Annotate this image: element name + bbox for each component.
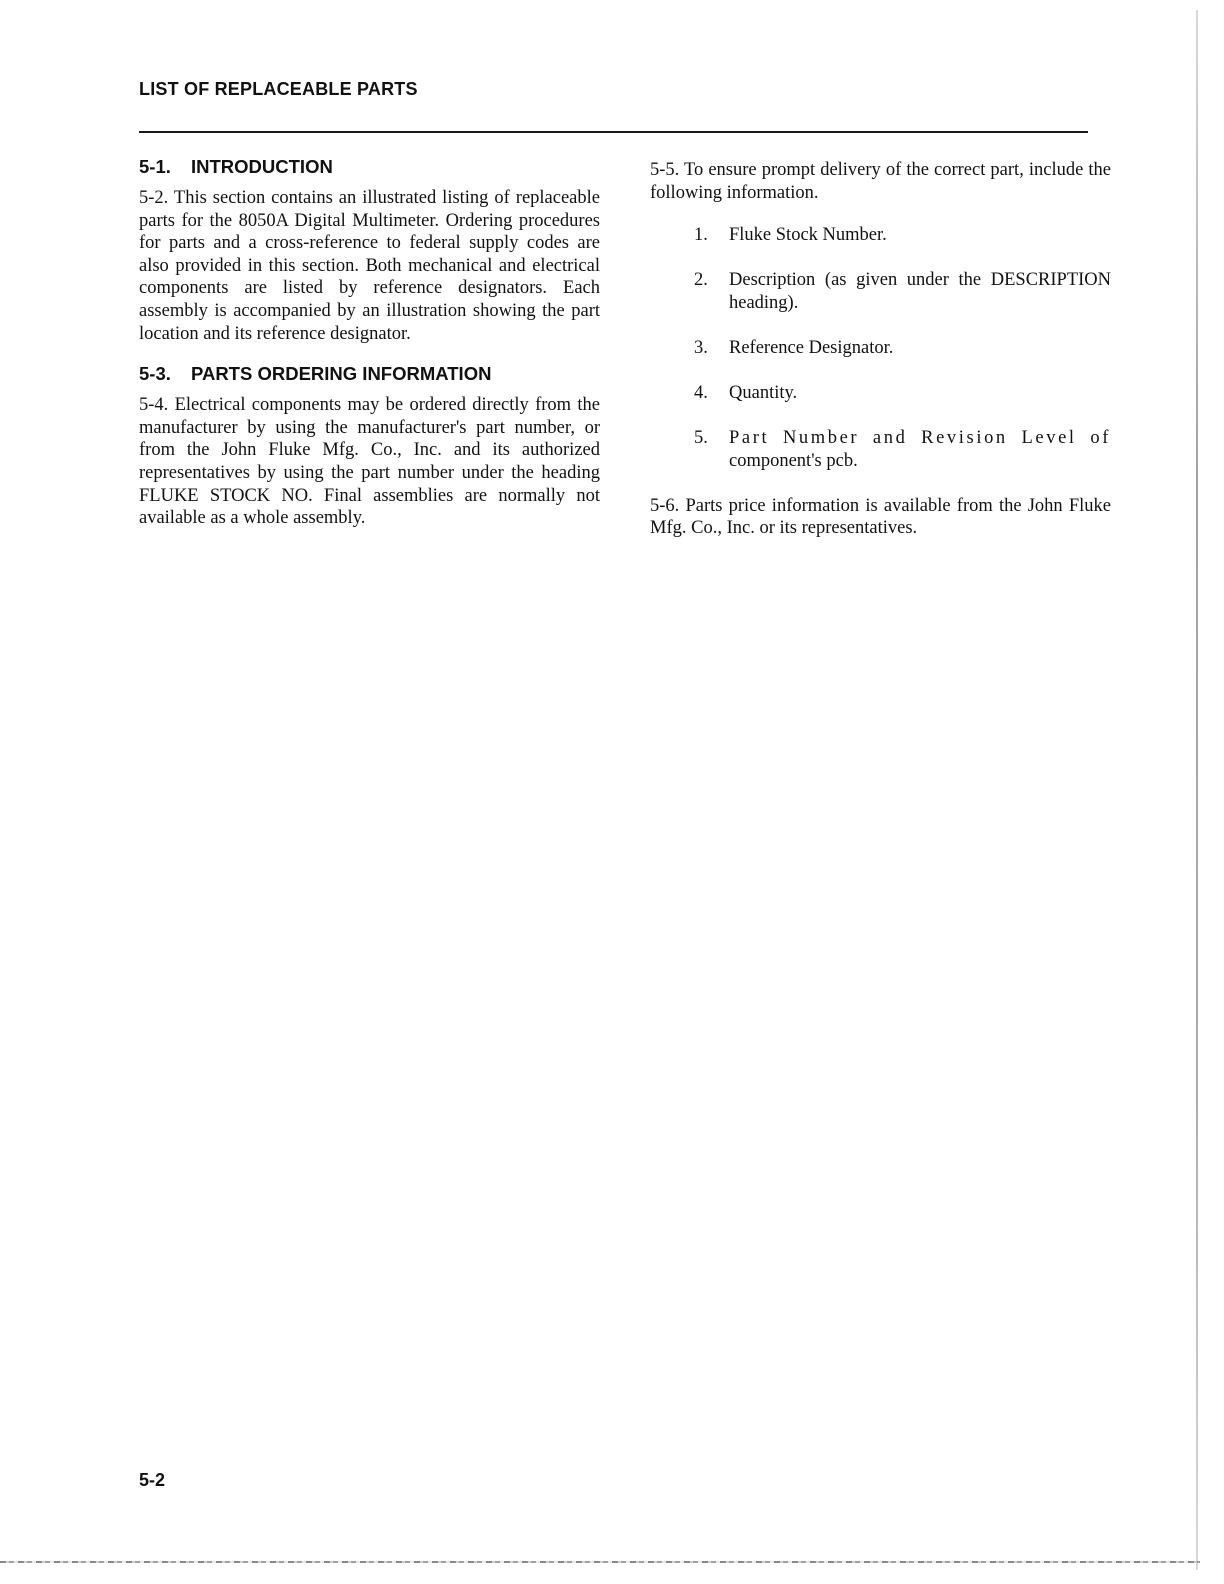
paragraph-5-2: 5-2. This section contains an illustrated listing of replaceable parts for the 8050A Digital Multimeter. Ordering procedures for parts and a cross-reference to federal supply codes are also provided in this section. Both mechanical and electrical components are listed by reference designators. Each assembly is accompanied by an illustration showing the part location and its reference designator. [139, 188, 600, 344]
list-item [650, 337, 1111, 360]
right-column [650, 155, 1111, 540]
paragraph-5-6: 5-6. Parts price information is available from the John Fluke Mfg. Co., Inc. or its representatives. [650, 495, 1111, 539]
section-heading-parts-ordering [139, 362, 600, 386]
section-title: INTRODUCTION [191, 156, 333, 177]
list-item-number: 4. [694, 383, 708, 404]
list-item-text-line: component's pcb. [729, 450, 858, 471]
section-title: PARTS ORDERING INFORMATION [191, 363, 492, 385]
ordering-info-list [650, 224, 1111, 472]
paragraph-5-4: 5-4. Electrical components may be ordered directly from the manufacturer by using the manufacturer's part number, or from the John Fluke Mfg. Co., Inc. and its authorized representatives by using the part number under the heading FLUKE STOCK NO. Final assemblies are normally not available as a whole assembly. [139, 395, 600, 529]
list-item [650, 224, 1111, 247]
left-column [139, 155, 600, 530]
list-item [650, 382, 1111, 405]
paragraph-5-5: 5-5. To ensure prompt delivery of the correct part, include the following information. [650, 160, 1111, 203]
scan-edge-bottom [0, 1561, 1200, 1563]
list-item [650, 269, 1111, 314]
list-item-text: Quantity. [729, 383, 798, 404]
section-heading-introduction [139, 155, 600, 179]
list-item-text [729, 427, 1111, 472]
section-number: 5-3. [139, 363, 171, 385]
list-item [650, 427, 1111, 472]
list-item-text: Description (as given under the DESCRIPTION heading). [729, 270, 1111, 313]
list-item-number: 1. [694, 225, 708, 246]
list-item-number: 3. [694, 337, 708, 358]
list-item-number: 5. [694, 428, 708, 449]
list-item-number: 2. [694, 270, 708, 291]
page-header-title: LIST OF REPLACEABLE PARTS [139, 79, 418, 99]
list-item-text: Reference Designator. [729, 337, 894, 358]
list-item-text: Fluke Stock Number. [729, 225, 887, 246]
section-number: 5-1. [139, 156, 171, 177]
scan-edge-right [1196, 10, 1198, 1570]
list-item-text-line: Part Number and Revision Level of [729, 428, 1111, 449]
page-number: 5-2 [139, 1470, 166, 1490]
header-rule [139, 131, 1088, 133]
